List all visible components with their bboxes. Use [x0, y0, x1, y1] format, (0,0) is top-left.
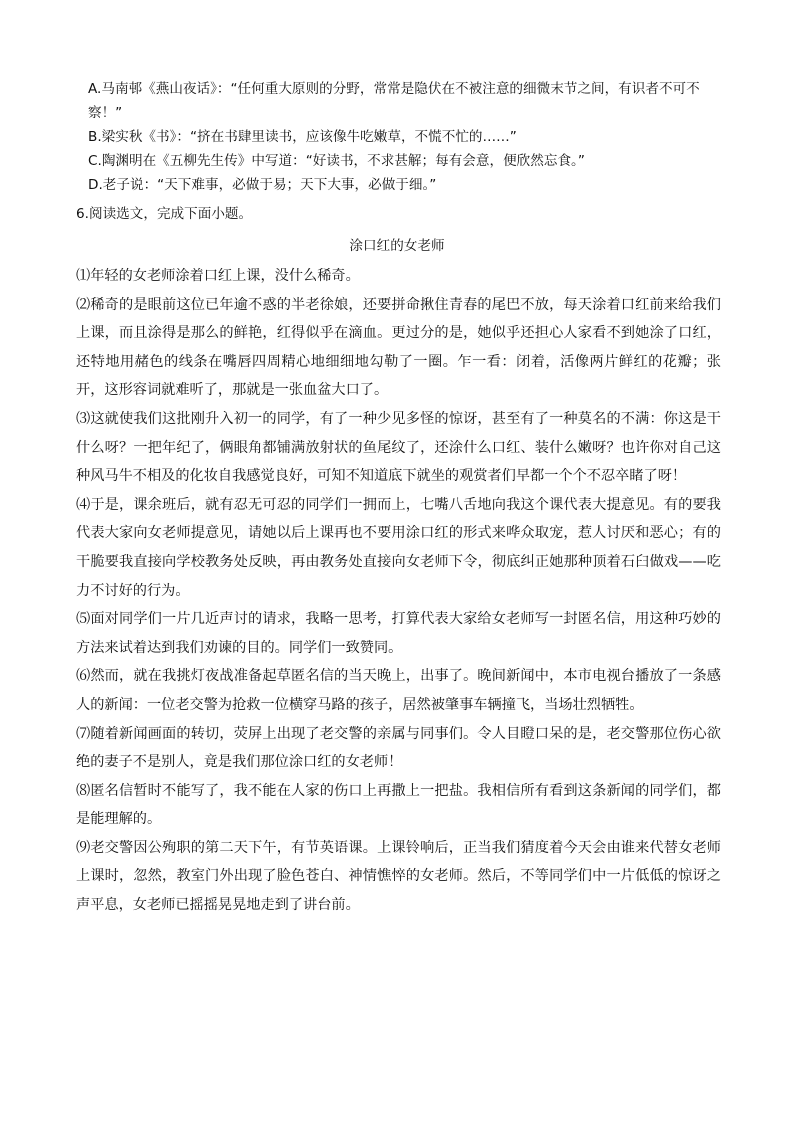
- option-d: D.老子说：“天下难事，必做于易；天下大事，必做于细。”: [88, 177, 437, 193]
- option-b: B.梁实秋《书》：“挤在书肆里读书，应该像牛吃嫩草，不慌不忙的……”: [88, 129, 517, 145]
- paragraph-1: ⑴年轻的女老师涂着口红上课，没什么稀奇。: [76, 268, 360, 284]
- paragraph-9: ⑼老交警因公殉职的第二天下午，有节英语课。上课铃响后，正当我们猜度着今天会由谁来代替女老师上课时，忽然，教室门外出现了脸色苍白、神情憔悴的女老师。然后，不等同学们中一片低低的惊讶之声平息，女老师已摇摇晃晃地走到了讲台前。: [76, 839, 721, 914]
- article-body: [76, 262, 721, 920]
- article-title: 涂口红的女老师: [349, 238, 445, 254]
- paragraph-6: ⑹然而，就在我挑灯夜战准备起草匿名信的当天晚上，出事了。晚间新闻中，本市电视台播放了一条感人的新闻：一位老交警为抢救一位横穿马路的孩子，居然被肇事车辆撞飞，当场壮烈牺牲。: [76, 668, 721, 713]
- answer-options: [88, 77, 728, 197]
- paragraph-4: ⑷于是，课余班后，就有忍无可忍的同学们一拥而上，七嘴八舌地向我这个课代表大提意见。有的要我代表大家向女老师提意见，请她以后上课再也不要用涂口红的形式来哗众取宠，惹人讨厌和恶心；有的干脆要我直接向学校教务处反映，再由教务处直接向女老师下令，彻底纠正她那种顶着石臼做戏——吃力不讨好的行为。: [76, 496, 721, 599]
- option-a: A.马南邨《燕山夜话》：“任何重大原则的分野，常常是隐伏在不被注意的细微末节之间，有识者不可不察！”: [88, 81, 700, 121]
- paragraph-8: ⑻匿名信暂时不能写了，我不能在人家的伤口上再撒上一把盐。我相信所有看到这条新闻的同学们，都是能理解的。: [76, 782, 721, 828]
- paragraph-7: ⑺随着新闻画面的转切，荧屏上出现了老交警的亲属与同事们。令人目瞪口呆的是，老交警那位伤心欲绝的妻子不是别人，竟是我们那位涂口红的女老师！: [76, 725, 721, 771]
- paragraph-2: ⑵稀奇的是眼前这位已年逾不惑的半老徐娘，还要拼命揪住青春的尾巴不放，每天涂着口红前来给我们上课，而且涂得是那么的鲜艳，红得似乎在滴血。更过分的是，她似乎还担心人家看不到她涂了口红，还特地用赭色的线条在嘴唇四周精心地细细地勾勒了一圈。乍一看：闭着，活像两片鲜红的花瓣；张开，这形容词就难听了，那就是一张血盆大口了。: [76, 296, 721, 399]
- question-prompt: 6.阅读选文，完成下面小题。: [76, 206, 253, 222]
- paragraph-5: ⑸面对同学们一片几近声讨的请求，我略一思考，打算代表大家给女老师写一封匿名信，用这种巧妙的方法来试着达到我们劝谏的目的。同学们一致赞同。: [76, 611, 721, 656]
- option-c: C.陶渊明在《五柳先生传》中写道：“好读书，不求甚解；每有会意，便欣然忘食。”: [88, 153, 585, 169]
- paragraph-3: ⑶这就使我们这批刚升入初一的同学，有了一种少见多怪的惊讶，甚至有了一种莫名的不满：你这是干什么呀？一把年纪了，俩眼角都铺满放射状的鱼尾纹了，还涂什么口红、装什么嫩呀？也许你对自己这种风马牛不相及的化妆自我感觉良好，可知不知道底下就坐的观赏者们早都一个个不忍卒睹了呀！: [76, 410, 721, 485]
